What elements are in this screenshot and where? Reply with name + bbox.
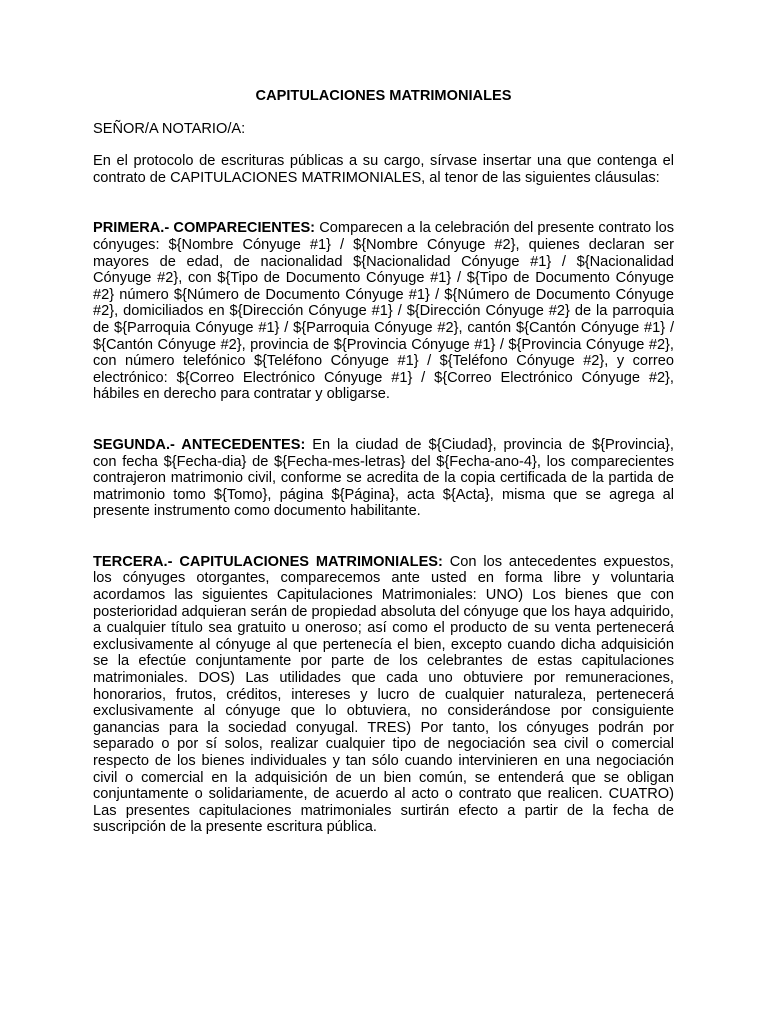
clause-segunda-heading: SEGUNDA.- ANTECEDENTES:	[93, 436, 306, 453]
document-title: CAPITULACIONES MATRIMONIALES	[255, 88, 512, 104]
clause-segunda	[93, 437, 674, 520]
document-page	[93, 88, 674, 836]
clause-primera-heading: PRIMERA.- COMPARECIENTES:	[93, 220, 316, 237]
clause-primera	[93, 220, 674, 403]
clause-tercera-text: Con los antecedentes expuestos, los cónyuges otorgantes, comparecemos ante usted en forma libre y voluntaria acordamos las siguientes Capitulaciones Matrimoniales: UNO) Los bienes que con posterioridad adquieran serán de propiedad absoluta del cónyuge que los haya adquirido, a cualquier título sea gratuito u oneroso; así como el producto de su venta pertenecerá exclusivamente al cónyuge al que pertenecía el bien, excepto cuando dicha adquisición se la efectúe conjuntamente por parte de los celebrantes de estas capitulaciones matrimoniales. DOS) Las utilidades que cada uno obtuviere por remuneraciones, honorarios, frutos, créditos, intereses y lucro de cualquier naturaleza, pertenecerá exclusivamente al cónyuge que lo obtuviera, no considerándose por consiguiente ganancias para la sociedad conyugal. TRES) Por tanto, los cónyuges podrán por separado o por sí solos, realizar cualquier tipo de negociación sea civil o comercial respecto de los bienes individuales y tan sólo cuando intervinieren en una negociación civil o comercial en la adquisición de un bien común, se entenderá que se obligan conjuntamente o solidariamente, de acuerdo al acto o contrato que realicen. CUATRO) Las presentes capitulaciones matrimoniales surtirán efecto a partir de la fecha de suscripción de la presente escritura pública.	[93, 553, 674, 836]
clause-tercera-heading: TERCERA.- CAPITULACIONES MATRIMONIALES:	[93, 553, 443, 570]
addressee-line: SEÑOR/A NOTARIO/A:	[93, 120, 246, 137]
clause-primera-text: Comparecen a la celebración del presente contrato los cónyuges: ${Nombre Cónyuge #1} / ${Nombre Cónyuge #2}, quienes declaran ser mayores de edad, de nacionalidad ${Nacionalidad Cónyuge #1} / ${Nacionalidad Cónyuge #2}, con ${Tipo de Documento Cónyuge #1} / ${Tipo de Documento Cónyuge #2} número ${Número de Documento Cónyuge #1} / ${Número de Documento Cónyuge #2}, domiciliados en ${Dirección Cónyuge #1} / ${Dirección Cónyuge #2} de la parroquia de ${Parroquia Cónyuge #1} / ${Parroquia Cónyuge #2}, cantón ${Cantón Cónyuge #1} / ${Cantón Cónyuge #2}, provincia de ${Provincia Cónyuge #1} / ${Provincia Cónyuge #2}, con número telefónico ${Teléfono Cónyuge #1} / ${Teléfono Cónyuge #2}, y correo electrónico: ${Correo Electrónico Cónyuge #1} / ${Correo Electrónico Cónyuge #2}, hábiles en derecho para contratar y obligarse.	[93, 220, 675, 403]
intro-paragraph: En el protocolo de escrituras públicas a su cargo, sírvase insertar una que contenga el contrato de CAPITULACIONES MATRIMONIALES, al tenor de las siguientes cláusulas:	[93, 153, 674, 186]
clause-tercera	[93, 554, 674, 836]
clause-segunda-text: En la ciudad de ${Ciudad}, provincia de ${Provincia}, con fecha ${Fecha-dia} de ${Fecha-mes-letras} del ${Fecha-ano-4}, los comparecientes contrajeron matrimonio civil, conforme se acredita de la copia certificada de la partida de matrimonio tomo ${Tomo}, página ${Página}, acta ${Acta}, misma que se agrega al presente instrumento como documento habilitante.	[93, 436, 674, 520]
